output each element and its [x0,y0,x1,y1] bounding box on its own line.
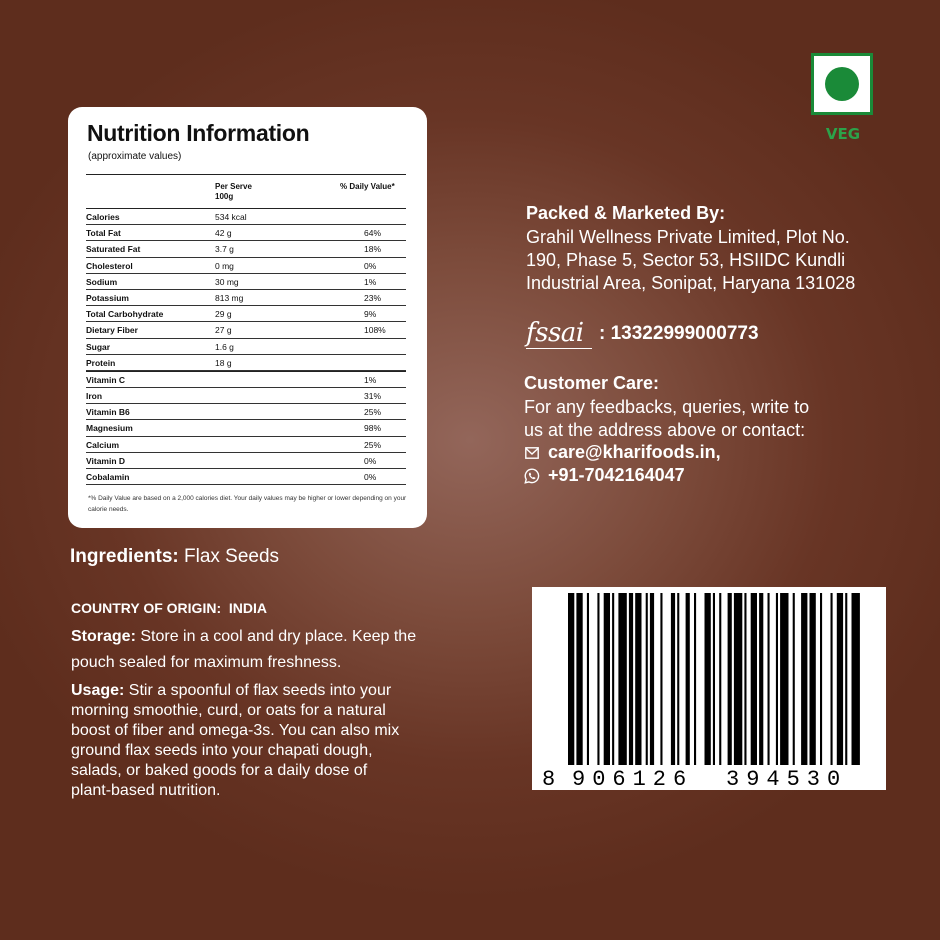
care-email[interactable]: care@kharifoods.in, [548,442,721,462]
barcode-bar [719,593,721,765]
nutrition-row [86,322,406,338]
nutrition-cell-name: Calcium [86,439,120,450]
fssai-logo-text: fssai [526,318,584,348]
fssai-underline [526,348,592,349]
nutrition-row [86,453,406,469]
nutrition-cell-name: Cobalamin [86,472,130,482]
nutrition-cell-serve: 534 kcal [215,212,247,222]
fssai-number: : 13322999000773 [599,323,759,344]
barcode-bar [768,593,770,765]
nutrition-cell-name: Potassium [86,292,129,303]
packed-address [526,226,926,295]
barcode-bar [587,593,589,765]
nutrition-cell-name: Sugar [86,341,111,352]
barcode-first-digit: 8 [542,767,556,792]
veg-mark-icon [811,53,873,115]
barcode-bar [713,593,715,765]
packed-line: Industrial Area, Sonipat, Haryana 131028 [526,273,856,293]
care-line: For any feedbacks, queries, write to [524,397,810,417]
nutrition-row [86,469,406,485]
barcode-bar [759,593,763,765]
barcode-bar [635,593,641,765]
barcode-bar [810,593,816,765]
storage-line: Store in a cool and dry place. Keep the [135,628,417,645]
veg-label: VEG [825,125,861,143]
header-per-serve-label: Per Serve [215,182,252,191]
barcode-bar [646,593,648,765]
packed-line: 190, Phase 5, Sector 53, HSIIDC Kundli [526,250,846,270]
nutrition-cell-daily: 31% [364,391,382,402]
nutrition-row [86,404,406,420]
barcode-bar [776,593,778,765]
barcode-left-digits: 906126 [572,767,694,792]
nutrition-cell-daily: 0% [364,260,377,271]
barcode-bar [604,593,610,765]
barcode-bar [597,593,599,765]
nutrition-cell-name: Protein [86,357,116,368]
barcode-bar [671,593,675,765]
care-email-row[interactable] [524,442,884,466]
nutrition-row [86,306,406,322]
nutrition-row [86,420,406,436]
usage [71,681,471,801]
nutrition-cell-name: Calories [86,212,120,222]
barcode-bar [820,593,822,765]
usage-line: ground flax seeds into your chapati dough, [71,742,373,759]
nutrition-cell-daily: 64% [364,228,382,239]
usage-line: Stir a spoonful of flax seeds into your [124,682,392,699]
nutrition-cell-serve: 30 mg [215,276,239,287]
barcode [532,587,886,790]
barcode-bar [801,593,807,765]
header-per-serve-amount: 100g [215,192,234,201]
barcode-bar [728,593,732,765]
nutrition-cell-name: Saturated Fat [86,244,141,255]
nutrition-cell-name: Vitamin C [86,374,126,385]
nutrition-row [86,290,406,306]
nutrition-cell-daily: 1% [364,276,377,287]
nutrition-cell-daily: 25% [364,407,382,418]
nutrition-cell-daily: 18% [364,244,382,255]
nutrition-cell-daily: 0% [364,472,377,482]
nutrition-footnote: *% Daily Value are based on a 2,000 calories diet. Your daily values may be higher or lower depending on your calorie needs. [88,495,407,513]
usage-label: Usage: [71,682,125,699]
nutrition-cell-name: Cholesterol [86,260,133,271]
nutrition-cell-name: Total Fat [86,228,121,239]
barcode-bar [852,593,860,765]
nutrition-cell-name: Vitamin D [86,455,126,466]
nutrition-table-header [86,174,406,209]
packed-heading: Packed & Marketed By: [526,203,726,223]
nutrition-cell-daily: 108% [364,325,386,336]
nutrition-row [86,355,406,371]
nutrition-cell-name: Sodium [86,276,118,287]
barcode-bar [629,593,633,765]
whatsapp-icon [524,468,540,484]
nutrition-cell-serve: 18 g [215,357,232,368]
nutrition-row [86,437,406,453]
barcode-bar [568,593,574,765]
nutrition-rows [86,209,406,485]
nutrition-row [86,274,406,290]
nutrition-cell-daily: 9% [364,309,377,320]
care-phone-row[interactable] [524,465,884,489]
nutrition-title: Nutrition Information [87,120,310,146]
barcode-bar [694,593,696,765]
barcode-bar [744,593,746,765]
usage-line: salads, or baked goods for a daily dose of [71,762,368,779]
barcode-bar [831,593,833,765]
nutrition-row [86,241,406,257]
barcode-bar [793,593,795,765]
usage-line: boost of fiber and omega-3s. You can also mix [71,722,400,739]
nutrition-table [86,174,406,485]
care-text [524,396,924,442]
barcode-bar [734,593,742,765]
country-of-origin: COUNTRY OF ORIGIN: INDIA [71,600,267,616]
ingredients-label: Ingredients: [70,546,179,567]
header-per-serve [215,182,252,202]
care-heading: Customer Care: [524,373,660,393]
barcode-bar [612,593,614,765]
barcode-bar [650,593,654,765]
nutrition-row [86,339,406,355]
barcode-bar [660,593,662,765]
nutrition-row [86,225,406,241]
nutrition-cell-daily: 98% [364,423,382,434]
header-daily-value: % Daily Value* [340,182,395,191]
veg-dot-icon [825,67,859,101]
barcode-bar [845,593,847,765]
nutrition-cell-serve: 1.6 g [215,341,234,352]
nutrition-cell-daily: 1% [364,374,377,385]
barcode-bar [686,593,690,765]
nutrition-cell-daily: 25% [364,439,382,450]
nutrition-row [86,209,406,225]
nutrition-cell-serve: 3.7 g [215,244,234,255]
barcode-bar [618,593,626,765]
ingredients [70,546,279,568]
usage-line: plant-based nutrition. [71,782,221,799]
nutrition-cell-name: Magnesium [86,423,133,434]
barcode-bar [751,593,757,765]
storage [71,624,471,676]
nutrition-cell-daily: 0% [364,455,377,466]
ingredients-value: Flax Seeds [178,546,280,567]
nutrition-row [86,258,406,274]
packed-line: Grahil Wellness Private Limited, Plot No. [526,227,850,247]
nutrition-row [86,388,406,404]
nutrition-cell-serve: 27 g [215,325,232,336]
nutrition-cell-serve: 29 g [215,309,232,320]
storage-line: pouch sealed for maximum freshness. [71,654,342,671]
barcode-bar [837,593,843,765]
barcode-bar [576,593,582,765]
care-phone[interactable]: +91-7042164047 [548,465,685,485]
usage-line: morning smoothie, curd, or oats for a natural [71,702,386,719]
nutrition-cell-name: Iron [86,391,103,402]
nutrition-cell-serve: 42 g [215,228,232,239]
barcode-bar [677,593,679,765]
nutrition-row [86,371,406,388]
fssai-logo [526,318,596,352]
care-line: us at the address above or contact: [524,420,806,440]
nutrition-subtitle: (approximate values) [88,151,182,162]
nutrition-card [68,107,427,528]
nutrition-cell-name: Dietary Fiber [86,325,138,336]
mail-icon [525,447,539,459]
nutrition-cell-serve: 0 mg [215,260,234,271]
barcode-bars [532,587,886,790]
nutrition-cell-name: Total Carbohydrate [86,309,164,320]
nutrition-cell-serve: 813 mg [215,292,244,303]
storage-label: Storage: [71,628,136,645]
barcode-bar [705,593,711,765]
barcode-bar [780,593,788,765]
barcode-right-digits: 394530 [726,767,848,792]
nutrition-cell-name: Vitamin B6 [86,407,130,418]
nutrition-cell-daily: 23% [364,292,382,303]
